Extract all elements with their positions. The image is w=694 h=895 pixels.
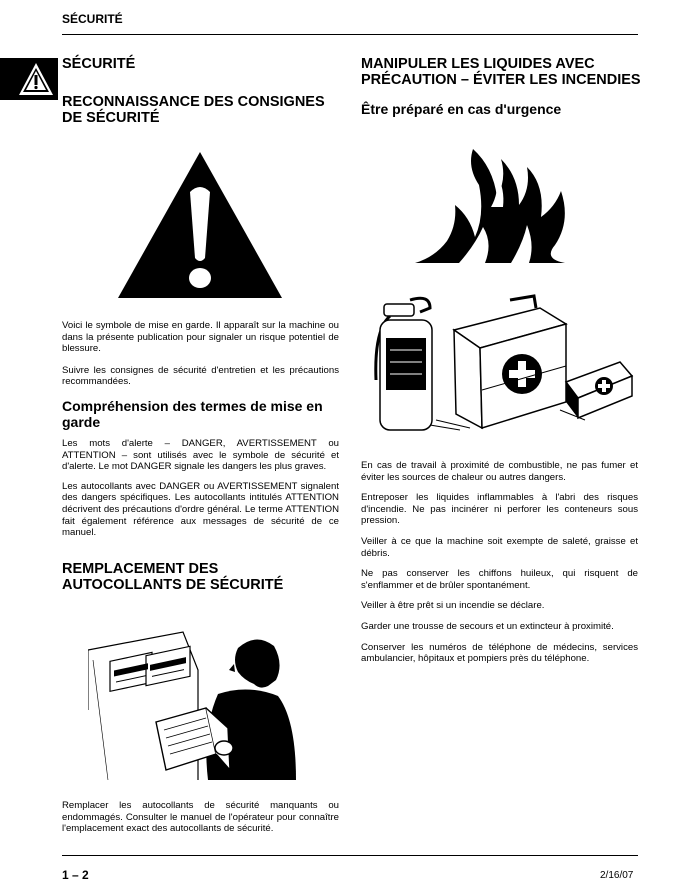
emergency-subheading: Être préparé en cas d'urgence bbox=[361, 101, 562, 117]
paragraph: Ne pas conserver les chiffons huileux, qui risquent de s'enflammer et de brûler spontanément. bbox=[361, 568, 638, 591]
paragraph: Les mots d'alerte – DANGER, AVERTISSEMENT ou ATTENTION – sont utilisés avec le symbole de sécurité et d'alerte. Le mot DANGER signale les dangers les plus graves. bbox=[62, 437, 339, 473]
paragraph: Entreposer les liquides inflammables à l'abri des risques d'incendie. Ne pas incinérer ni perforer les conteneurs sous pression. bbox=[361, 492, 638, 527]
footer-rule bbox=[62, 855, 638, 856]
section-tab bbox=[0, 58, 58, 100]
extinguisher-first-aid-illustration bbox=[370, 290, 635, 440]
terms-heading: Compréhension des termes de mise en garde bbox=[62, 397, 323, 430]
paragraph: Voici le symbole de mise en garde. Il apparaît sur la machine ou dans la présente publication pour signaler un risque potentiel de blessure. bbox=[62, 320, 339, 355]
paragraph: En cas de travail à proximité de combustible, ne pas fumer et éviter les sources de chaleur ou autres dangers. bbox=[361, 460, 638, 483]
page-title: SÉCURITÉ bbox=[62, 56, 136, 72]
right-body bbox=[361, 460, 638, 665]
paragraph: Suivre les consignes de sécurité d'entretien et les précautions recommandées. bbox=[62, 364, 339, 388]
page-number: 1 – 2 bbox=[62, 868, 89, 882]
paragraph: Conserver les numéros de téléphone de médecins, services ambulancier, hôpitaux et pompiers près du téléphone. bbox=[361, 641, 638, 665]
header-rule bbox=[62, 34, 638, 35]
left-footer-text bbox=[62, 800, 339, 835]
right-column bbox=[361, 56, 641, 117]
left-column bbox=[62, 56, 342, 126]
flames-illustration bbox=[415, 145, 575, 270]
paragraph: Veiller à être prêt si un incendie se déclare. bbox=[361, 600, 545, 612]
fire-heading: MANIPULER LES LIQUIDES AVEC PRÉCAUTION – ÉVITER LES INCENDIES bbox=[361, 56, 641, 88]
paragraph: Garder une trousse de secours et un extincteur à proximité. bbox=[361, 620, 614, 632]
paragraph: Les autocollants avec DANGER ou AVERTISSEMENT signalent des dangers spécifiques. Les autocollants intitulés ATTENTION décrivent des précautions d'ordre général. Le terme ATTENTION fait également référence aux messages de sécurité de ce manuel. bbox=[62, 480, 339, 539]
person-reading-manual-illustration bbox=[88, 630, 303, 785]
replace-heading: REMPLACEMENT DES AUTOCOLLANTS DE SÉCURITÉ bbox=[62, 560, 284, 593]
warning-triangle-icon bbox=[0, 58, 58, 100]
recognize-heading: RECONNAISSANCE DES CONSIGNES DE SÉCURITÉ bbox=[62, 94, 325, 126]
left-body bbox=[62, 320, 339, 593]
running-header: SÉCURITÉ bbox=[62, 12, 123, 26]
revision-date: 2/16/07 bbox=[600, 870, 634, 881]
safety-alert-symbol bbox=[118, 152, 283, 305]
paragraph: Veiller à ce que la machine soit exempte de saleté, graisse et débris. bbox=[361, 535, 638, 559]
paragraph: Remplacer les autocollants de sécurité manquants ou endommagés. Consulter le manuel de l'opérateur pour connaître l'emplacement exact des autocollants de sécurité. bbox=[62, 800, 339, 835]
